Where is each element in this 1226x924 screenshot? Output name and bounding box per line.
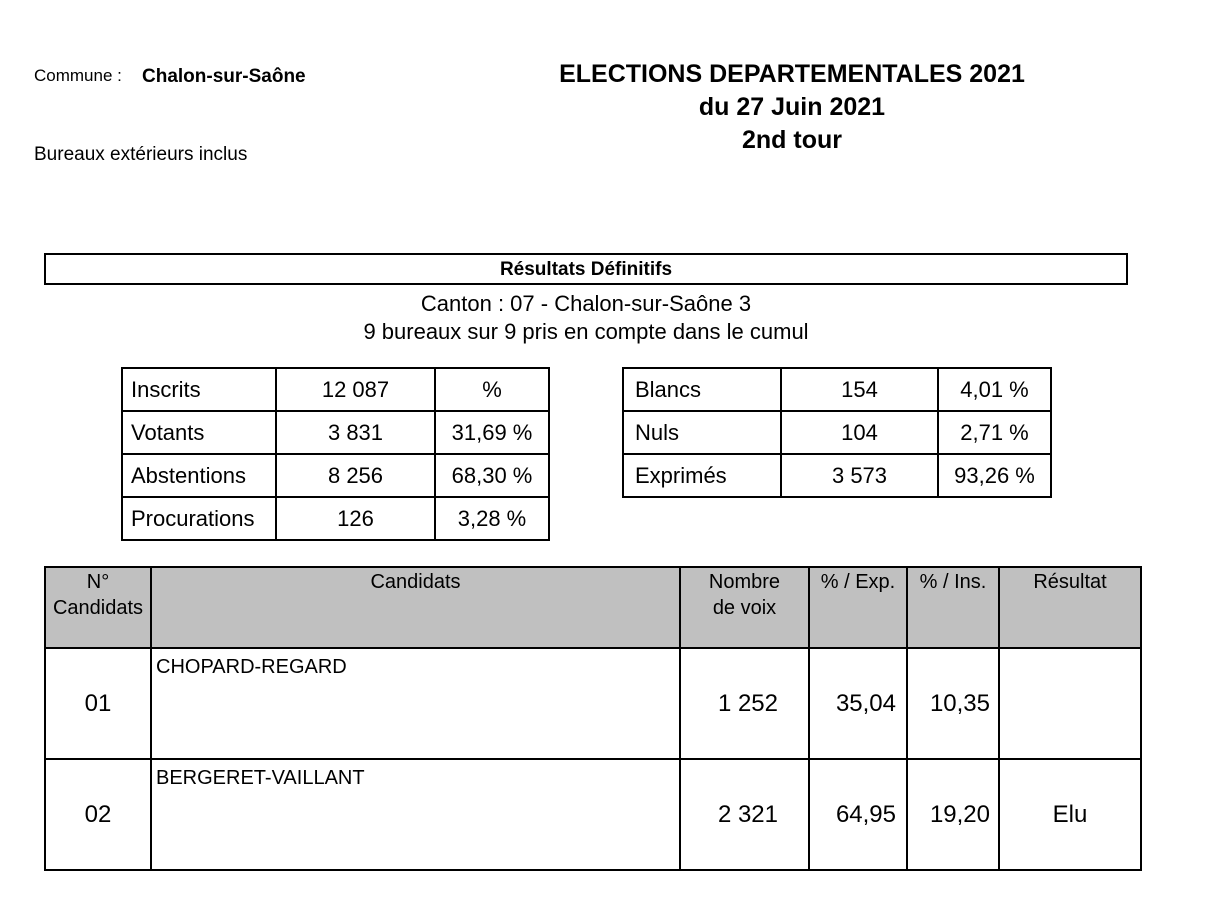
- candidate-votes: 2 321: [680, 759, 809, 870]
- results-title-box: Résultats Définitifs: [44, 253, 1128, 285]
- candidate-number: 02: [45, 759, 151, 870]
- header-candidates: Candidats: [151, 567, 680, 648]
- candidate-name: BERGERET-VAILLANT: [151, 759, 680, 870]
- header-pct-exp: % / Exp.: [809, 567, 907, 648]
- stats-label: Abstentions: [122, 454, 276, 497]
- stats-label: Inscrits: [122, 368, 276, 411]
- bureaux-note: Bureaux extérieurs inclus: [34, 144, 248, 165]
- header-result: Résultat: [999, 567, 1141, 648]
- election-title: [500, 58, 1084, 157]
- election-date: du 27 Juin 2021: [698, 93, 886, 121]
- stats-row-exprimes: [623, 454, 1051, 497]
- candidate-result: Elu: [999, 759, 1141, 870]
- candidate-pct-exp: 64,95: [809, 759, 907, 870]
- candidate-row: [45, 648, 1141, 759]
- stats-label: Nuls: [623, 411, 781, 454]
- stats-value: 12 087: [276, 368, 435, 411]
- stats-label: Votants: [122, 411, 276, 454]
- header-pct-ins: % / Ins.: [907, 567, 999, 648]
- stats-label: Exprimés: [623, 454, 781, 497]
- election-round: 2nd tour: [742, 126, 842, 154]
- canton-line: Canton : 07 - Chalon-sur-Saône 3: [420, 291, 752, 316]
- stats-pct: 4,01 %: [938, 368, 1051, 411]
- stats-label: Procurations: [122, 497, 276, 540]
- bureaux-count-line: 9 bureaux sur 9 pris en compte dans le cumul: [363, 319, 809, 344]
- stats-value: 126: [276, 497, 435, 540]
- stats-row-blancs: [623, 368, 1051, 411]
- turnout-stats-table: [121, 367, 550, 541]
- stats-row-votants: [122, 411, 549, 454]
- stats-pct: 3,28 %: [435, 497, 549, 540]
- stats-pct: 68,30 %: [435, 454, 549, 497]
- header-votes: Nombre de voix: [680, 567, 809, 648]
- stats-pct: %: [435, 368, 549, 411]
- candidate-pct-ins: 19,20: [907, 759, 999, 870]
- stats-value: 3 831: [276, 411, 435, 454]
- candidate-name: CHOPARD-REGARD: [151, 648, 680, 759]
- commune-label: Commune :: [34, 66, 122, 85]
- candidate-number: 01: [45, 648, 151, 759]
- ballot-stats-table: [622, 367, 1052, 498]
- candidate-pct-exp: 35,04: [809, 648, 907, 759]
- stats-row-inscrits: [122, 368, 549, 411]
- candidate-pct-ins: 10,35: [907, 648, 999, 759]
- stats-value: 154: [781, 368, 938, 411]
- election-title-line1: ELECTIONS DEPARTEMENTALES 2021: [559, 60, 1025, 88]
- candidate-votes: 1 252: [680, 648, 809, 759]
- stats-row-abstentions: [122, 454, 549, 497]
- stats-label: Blancs: [623, 368, 781, 411]
- stats-pct: 2,71 %: [938, 411, 1051, 454]
- stats-row-nuls: [623, 411, 1051, 454]
- stats-value: 104: [781, 411, 938, 454]
- candidates-table: [44, 566, 1142, 871]
- stats-value: 8 256: [276, 454, 435, 497]
- candidates-header-row: [45, 567, 1141, 648]
- stats-row-procurations: [122, 497, 549, 540]
- stats-pct: 93,26 %: [938, 454, 1051, 497]
- header-candidate-number: N° Candidats: [45, 567, 151, 648]
- candidate-result: [999, 648, 1141, 759]
- candidate-row: [45, 759, 1141, 870]
- stats-value: 3 573: [781, 454, 938, 497]
- commune-name: Chalon-sur-Saône: [142, 66, 306, 87]
- stats-pct: 31,69 %: [435, 411, 549, 454]
